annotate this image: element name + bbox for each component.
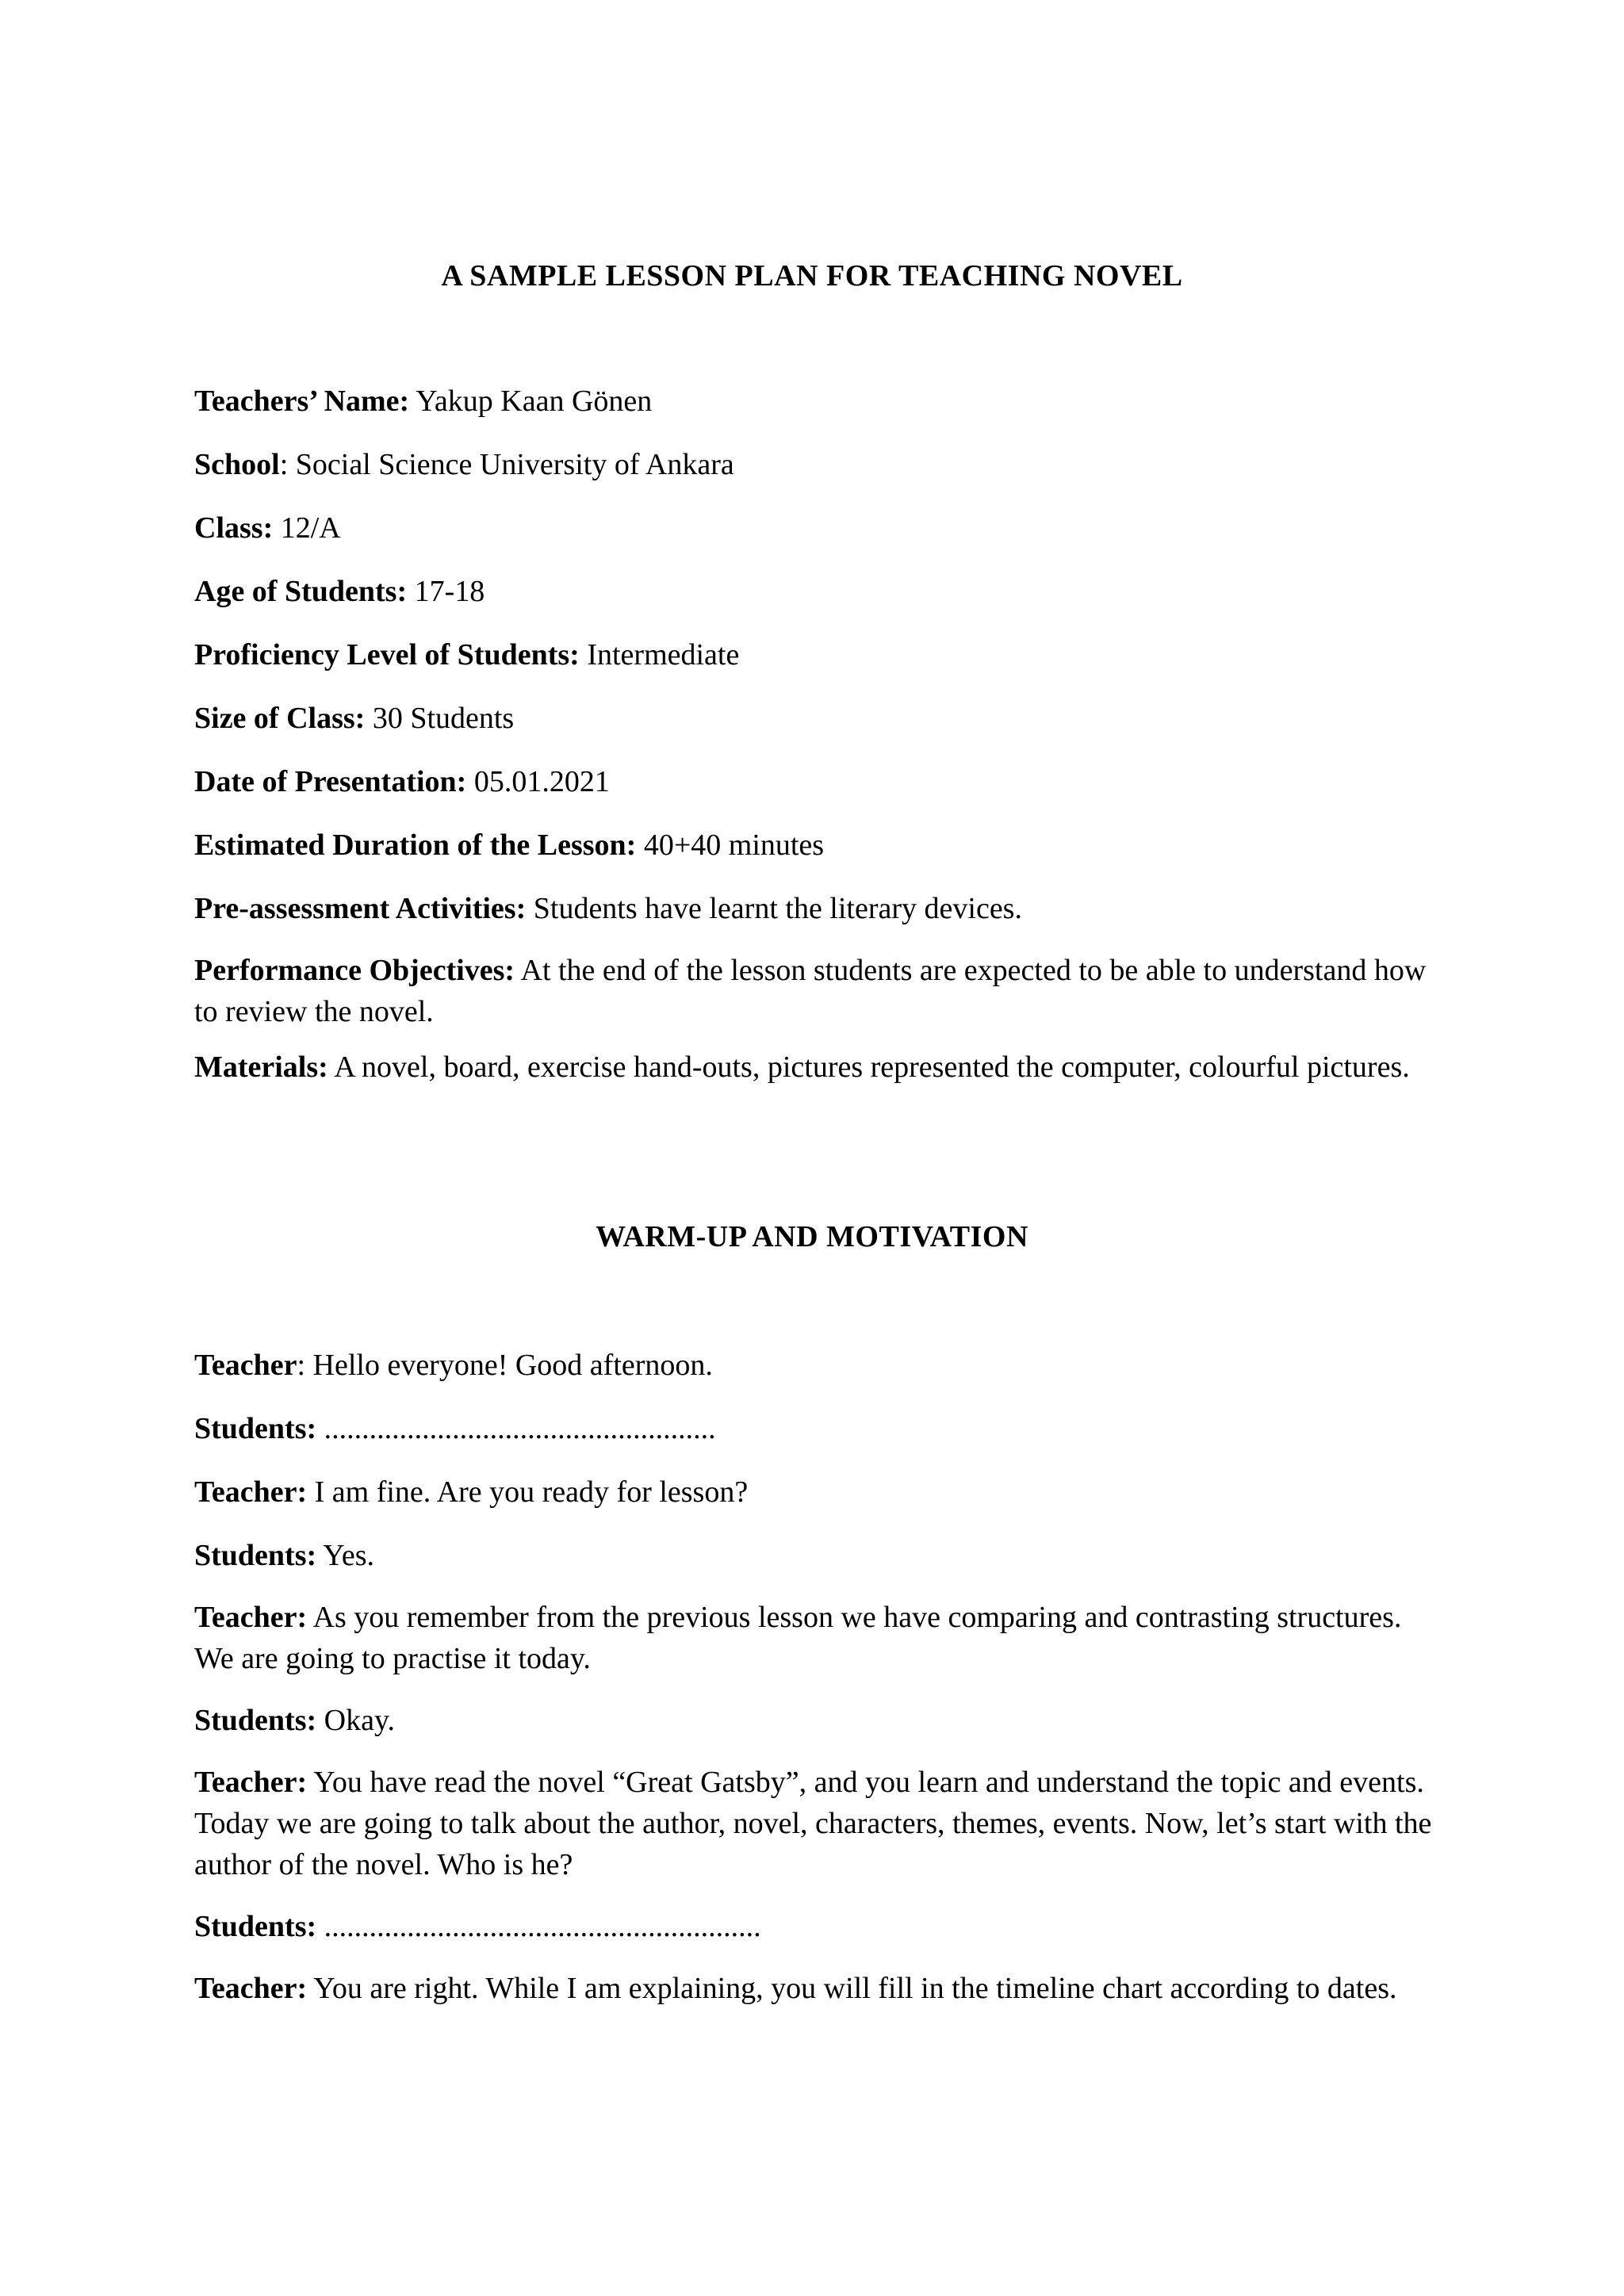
dialogue-line — [194, 1700, 1439, 1741]
dialogue-line — [194, 1408, 1439, 1449]
field-objectives — [194, 950, 1439, 1032]
field-duration — [194, 825, 1439, 866]
field-class-size — [194, 698, 1439, 739]
dialogue-text: .................................................... — [316, 1412, 716, 1445]
section-title: WARM-UP AND MOTIVATION — [596, 1220, 1028, 1253]
field-label: Class: — [194, 511, 274, 545]
dialogue-text: You have read the novel “Great Gatsby”, and you learn and understand the topic and events. Today we are going to talk about the author, novel, characters, themes, events. Now, let’s start with the author of the novel. Who is he? — [194, 1766, 1432, 1881]
field-value: Intermediate — [579, 638, 740, 672]
field-label: School — [194, 448, 280, 481]
field-value: : Social Science University of Ankara — [279, 448, 734, 481]
dialogue-line — [194, 1535, 1439, 1576]
field-label: Proficiency Level of Students: — [194, 638, 580, 672]
field-value: 30 Students — [365, 702, 515, 735]
field-value: 05.01.2021 — [466, 765, 610, 798]
dialogue-text: Okay. — [316, 1704, 395, 1737]
field-value: A novel, board, exercise hand-outs, pictures represented the computer, colourful pictures. — [327, 1050, 1410, 1084]
field-label: Performance Objectives: — [194, 954, 515, 987]
dialogue-line — [194, 1471, 1439, 1513]
dialogue-line — [194, 1762, 1439, 1885]
dialogue-text: I am fine. Are you ready for lesson? — [307, 1475, 749, 1509]
field-materials — [194, 1047, 1439, 1088]
field-teacher-name — [194, 381, 1439, 422]
field-date — [194, 761, 1439, 802]
dialogue-text: Yes. — [316, 1539, 375, 1572]
field-value: Students have learnt the literary devices. — [526, 892, 1022, 925]
dialogue-text: You are right. While I am explaining, you will fill in the timeline chart according to dates. — [307, 1972, 1397, 2005]
field-label: Pre-assessment Activities: — [194, 892, 527, 925]
speaker-label: Students: — [194, 1704, 317, 1737]
speaker-label: Teacher: — [194, 1601, 308, 1634]
field-label: Age of Students: — [194, 575, 408, 608]
speaker-label: Students: — [194, 1412, 317, 1445]
dialogue-line — [194, 1597, 1439, 1679]
dialogue-line — [194, 1906, 1439, 1947]
field-value: Yakup Kaan Gönen — [409, 385, 653, 418]
field-pre-assessment — [194, 888, 1439, 929]
document-title: A SAMPLE LESSON PLAN FOR TEACHING NOVEL — [441, 259, 1183, 293]
speaker-label: Teacher: — [194, 1766, 308, 1799]
field-value: 12/A — [273, 511, 341, 545]
field-value: 17-18 — [407, 575, 485, 608]
field-value: At the end of the lesson students are expected to be able to understand how to review the novel. — [194, 954, 1427, 1028]
dialogue-text: .......................................................... — [316, 1910, 761, 1943]
speaker-label: Teacher: — [194, 1475, 308, 1509]
field-value: 40+40 minutes — [636, 828, 825, 862]
field-label: Date of Presentation: — [194, 765, 467, 798]
field-label: Estimated Duration of the Lesson: — [194, 828, 637, 862]
dialogue-line — [194, 1968, 1439, 2009]
dialogue-line — [194, 1345, 1439, 1386]
field-age — [194, 571, 1439, 612]
speaker-label: Students: — [194, 1910, 317, 1943]
field-label: Teachers’ Name: — [194, 385, 410, 418]
speaker-label: Students: — [194, 1539, 317, 1572]
field-school — [194, 444, 1439, 485]
field-label: Size of Class: — [194, 702, 366, 735]
dialogue-text: As you remember from the previous lesson we have comparing and contrasting structures. We are going to practise it today. — [194, 1601, 1402, 1675]
dialogue-text: : Hello everyone! Good afternoon. — [297, 1349, 713, 1382]
speaker-label: Teacher — [194, 1349, 297, 1382]
field-label: Materials: — [194, 1050, 328, 1084]
speaker-label: Teacher: — [194, 1972, 308, 2005]
field-class — [194, 507, 1439, 549]
field-proficiency — [194, 634, 1439, 675]
